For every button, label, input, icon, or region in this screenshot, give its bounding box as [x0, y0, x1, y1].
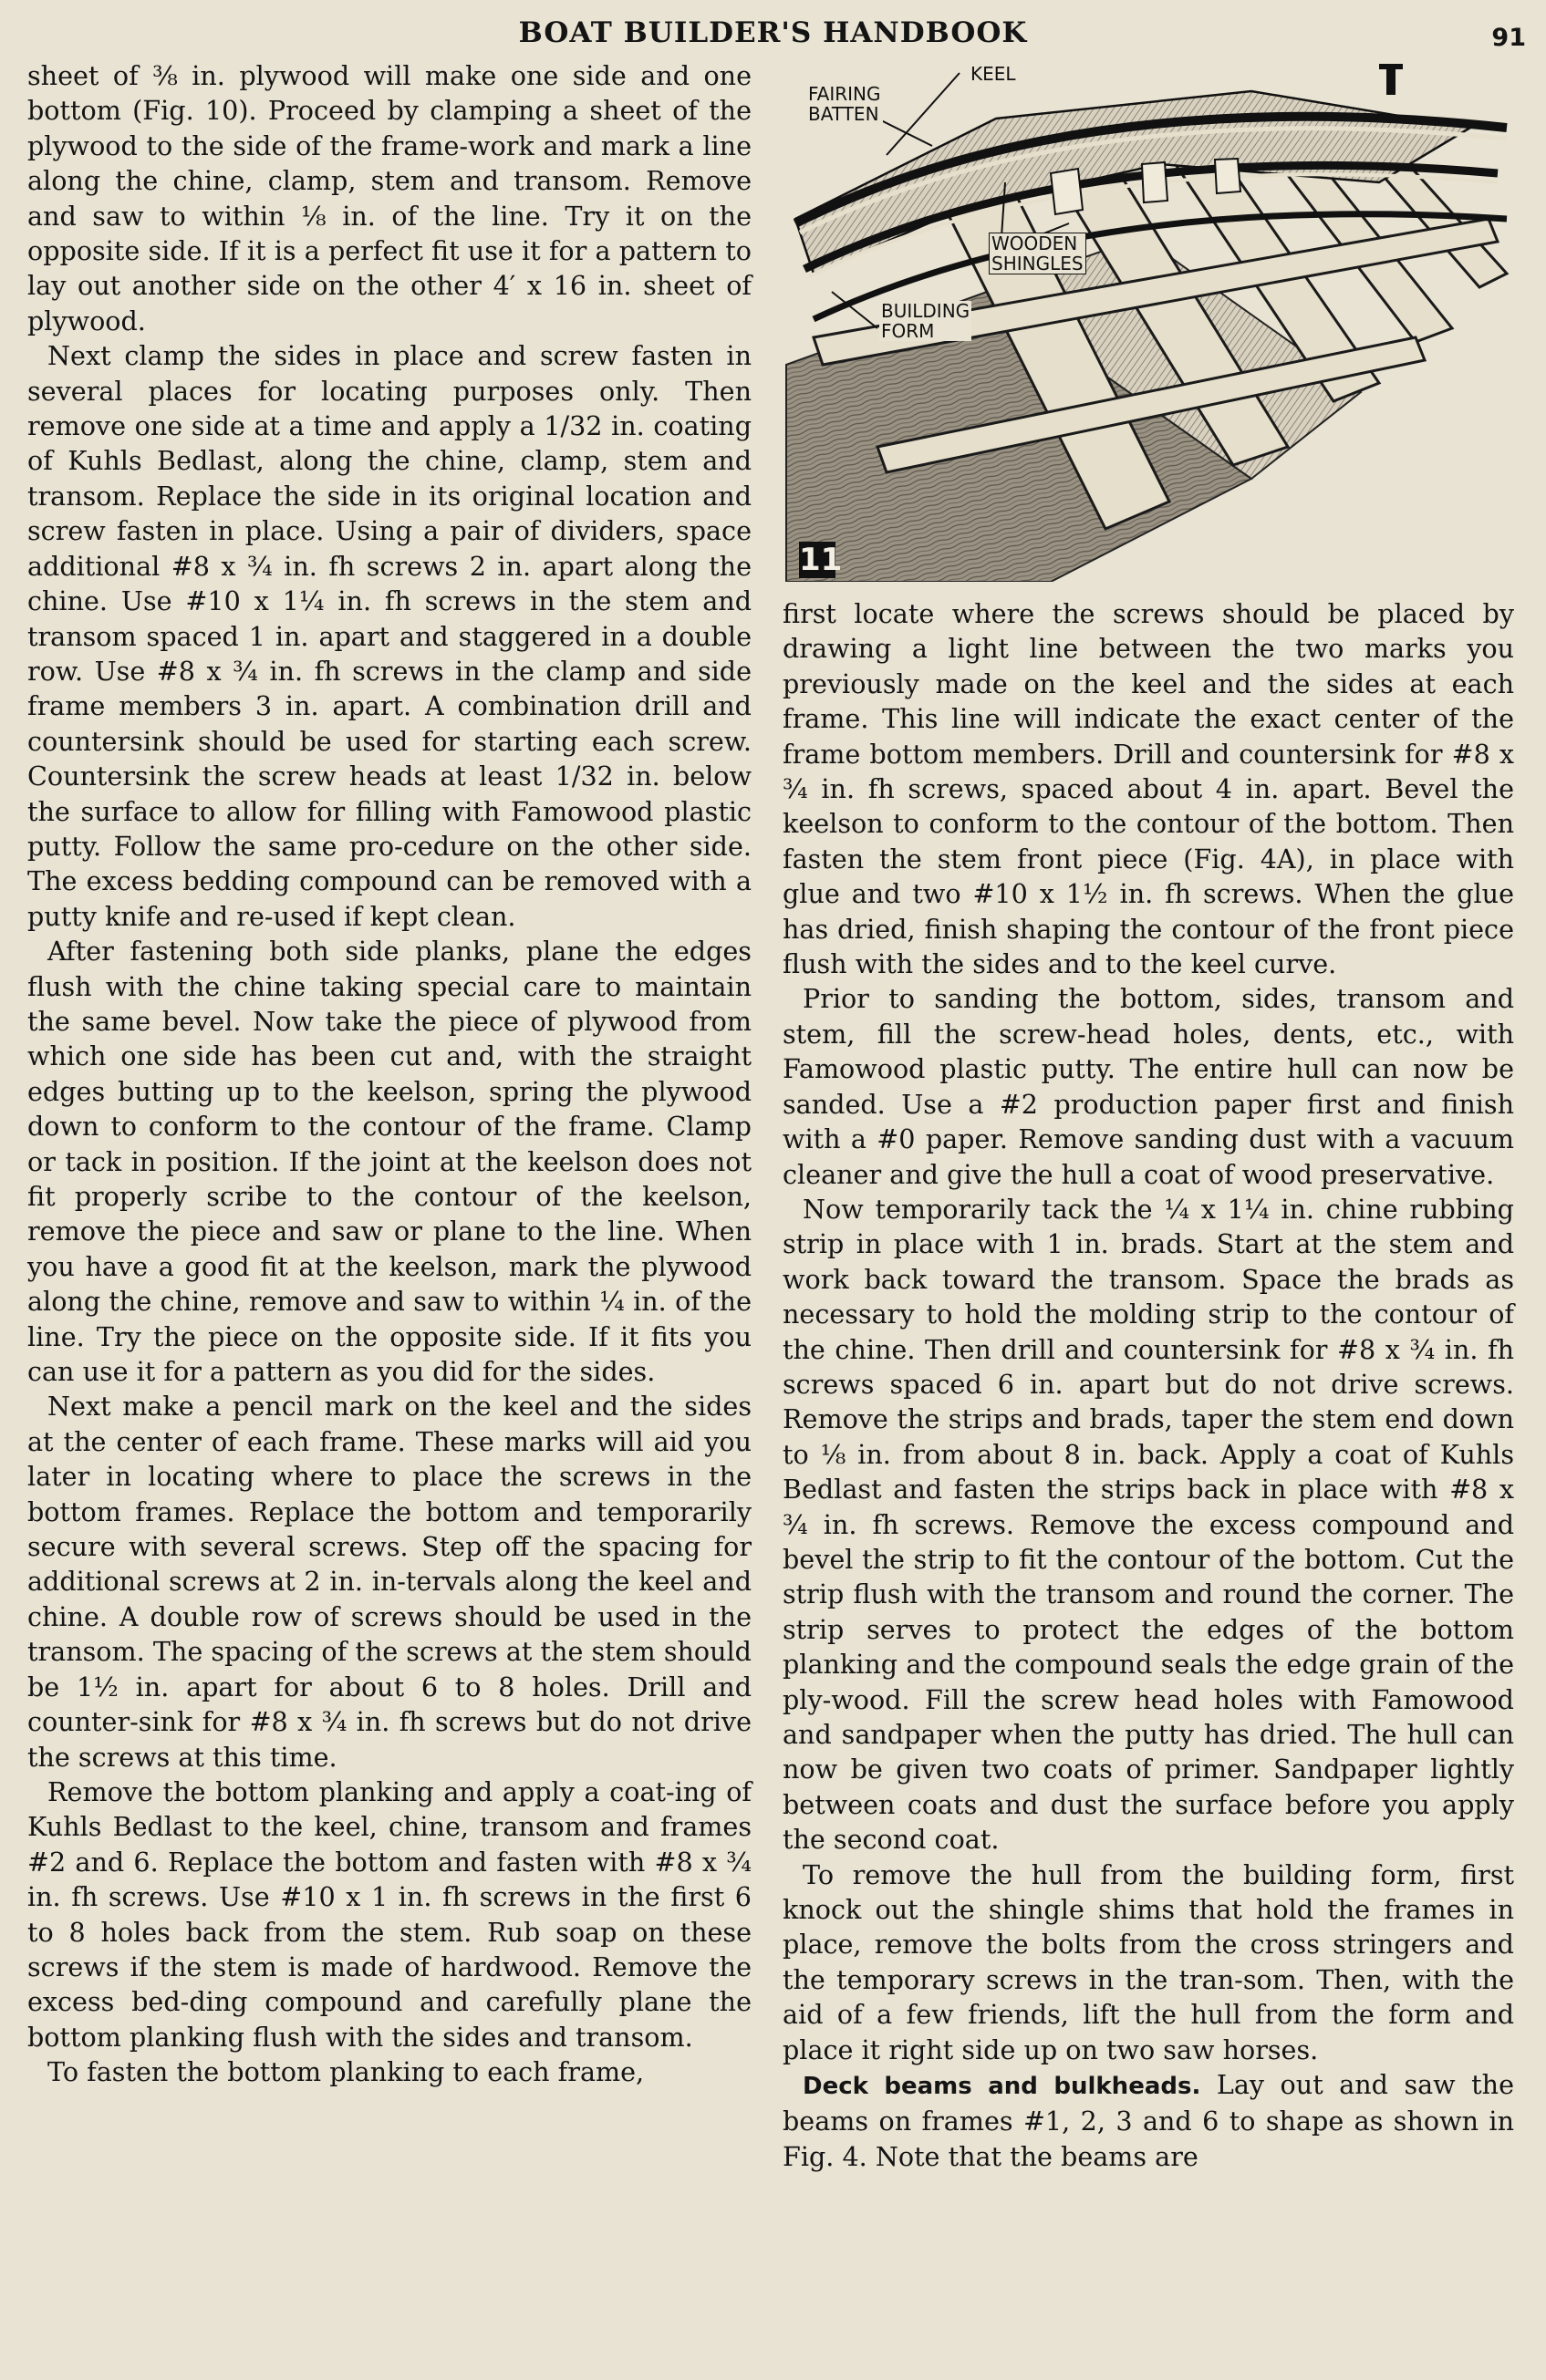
label-wooden-shingles: WOODEN SHINGLES	[989, 233, 1086, 274]
right-column	[783, 596, 1514, 2174]
paragraph: Next make a pencil mark on the keel and the sides at the center of each frame. These marks will aid you later in locating where to place the screws in the bottom frames. Replace the bottom and temporarily secure with several screws. Step off the spacing for additional screws at 2 in. in-tervals along the keel and chine. A double row of screws should be used in the transom. The spacing of the screws at the stem should be 1½ in. apart for about 6 to 8 holes. Drill and counter-sink for #8 x ¾ in. fh screws but do not drive the screws at this time.	[27, 1391, 752, 1773]
paragraph: sheet of ⅜ in. plywood will make one side and one bottom (Fig. 10). Proceed by clamping a sheet of the plywood to the side of the frame-work and mark a line along the chine, clamp, stem and transom. Remove and saw to within ⅛ in. of the line. Try it on the opposite side. If it is a perfect fit use it for a pattern to lay out another side on the other 4′ x 16 in. sheet of plywood.	[27, 60, 752, 336]
paragraph: Prior to sanding the bottom, sides, transom and stem, fill the screw-head holes, dents, etc., with Famowood plastic putty. The entire hull can now be sanded. Use a #2 production paper first and finish with a #0 paper. Remove sanding dust with a vacuum cleaner and give the hull a coat of wood preservative.	[783, 983, 1514, 1190]
paragraph: After fastening both side planks, plane the edges flush with the chine taking special care to maintain the same bevel. Now take the piece of plywood from which one side has been cut and, with the straight edges butting up to the keelson, spring the plywood down to conform to the contour of the frame. Clamp or tack in position. If the joint at the keelson does not fit properly scribe to the contour of the keelson, remove the piece and saw or plane to the line. When you have a good fit at the keelson, mark the plywood along the chine, remove and saw to within ¼ in. of the line. Try the piece on the opposite side. If it fits you can use it for a pattern as you did for the sides.	[27, 936, 752, 1388]
label-building-form: BUILDING FORM	[881, 300, 970, 342]
deck-section-paragraph	[783, 2067, 1514, 2174]
paragraph: To fasten the bottom planking to each frame,	[47, 2056, 645, 2088]
book-title: BOAT BUILDER'S HANDBOOK	[518, 16, 1028, 49]
running-header	[0, 13, 1546, 58]
section-text: Lay out and saw the beams on frames #1, 2, 3 and 6 to shape as shown in Fig. 4. Note that the beams are	[783, 2069, 1514, 2172]
left-column	[27, 58, 752, 2090]
label-keel: KEEL	[970, 63, 1016, 85]
paragraph: Now temporarily tack the ¼ x 1¼ in. chine rubbing strip in place with 1 in. brads. Start at the stem and work back toward the transom. Space the brads as necessary to hold the molding strip to the contour of the chine. Then drill and countersink for #8 x ¾ in. fh screws spaced 6 in. apart but do not drive screws. Remove the strips and brads, taper the stem end down to ⅛ in. from about 8 in. back. Apply a coat of Kuhls Bedlast and fasten the strips back in place with #8 x ¾ in. fh screws. Remove the excess compound and bevel the strip to fit the contour of the bottom. Cut the strip flush with the transom and round the corner. The strip serves to protect the edges of the bottom planking and the compound seals the edge grain of the ply-wood. Fill the screw head holes with Famowood and sandpaper when the putty has dried. The hull can now be given two coats of primer. Sandpaper lightly between coats and dust the surface before you apply the second coat.	[783, 1193, 1514, 1856]
paragraph: Next clamp the sides in place and screw fasten in several places for locating purposes only. Then remove one side at a time and apply a 1/32 in. coating of Kuhls Bedlast, along the chine, clamp, stem and transom. Replace the side in its original location and screw fasten in place. Using a pair of dividers, space additional #8 x ¾ in. fh screws 2 in. apart along the chine. Use #10 x 1¼ in. fh screws in the stem and transom spaced 1 in. apart and staggered in a double row. Use #8 x ¾ in. fh screws in the clamp and side frame members 3 in. apart. A combination drill and countersink should be used for starting each screw. Countersink the screw heads at least 1/32 in. below the surface to allow for filling with Famowood plastic putty. Follow the same pro-cedure on the other side. The excess bedding compound can be removed with a putty knife and re-used if kept clean.	[27, 340, 752, 932]
figure-number-badge: 11	[799, 542, 843, 578]
section-heading: Deck beams and bulkheads.	[803, 2073, 1201, 2101]
paragraph: first locate where the screws should be placed by drawing a light line between the two marks you previously made on the keel and the sides at each frame. This line will indicate the exact center of the frame bottom members. Drill and countersink for #8 x ¾ in. fh screws, spaced about 4 in. apart. Bevel the keelson to conform to the contour of the bottom. Then fasten the stem front piece (Fig. 4A), in place with glue and two #10 x 1½ in. fh screws. When the glue has dried, finish shaping the contour of the front piece flush with the sides and to the keel curve.	[783, 598, 1514, 980]
figure-11-hull-framework	[777, 64, 1525, 582]
label-fairing-batten: FAIRING BATTEN	[808, 83, 881, 125]
paragraph: Remove the bottom planking and apply a coat-ing of Kuhls Bedlast to the keel, chine, transom and frames #2 and 6. Replace the bottom and fasten with #8 x ¾ in. fh screws. Use #10 x 1 in. fh screws in the first 6 to 8 holes back from the stem. Rub soap on these screws if the stem is made of hardwood. Remove the excess bed-ding compound and carefully plane the bottom planking flush with the sides and transom.	[27, 1775, 752, 2053]
page-number: 91	[1491, 24, 1526, 52]
paragraph: To remove the hull from the building form, first knock out the shingle shims that hold the frames in place, remove the bolts from the cross stringers and the temporary screws in the tran-som. Then, with the aid of a few friends, lift the hull from the form and place it right side up on two saw horses.	[783, 1858, 1514, 2065]
